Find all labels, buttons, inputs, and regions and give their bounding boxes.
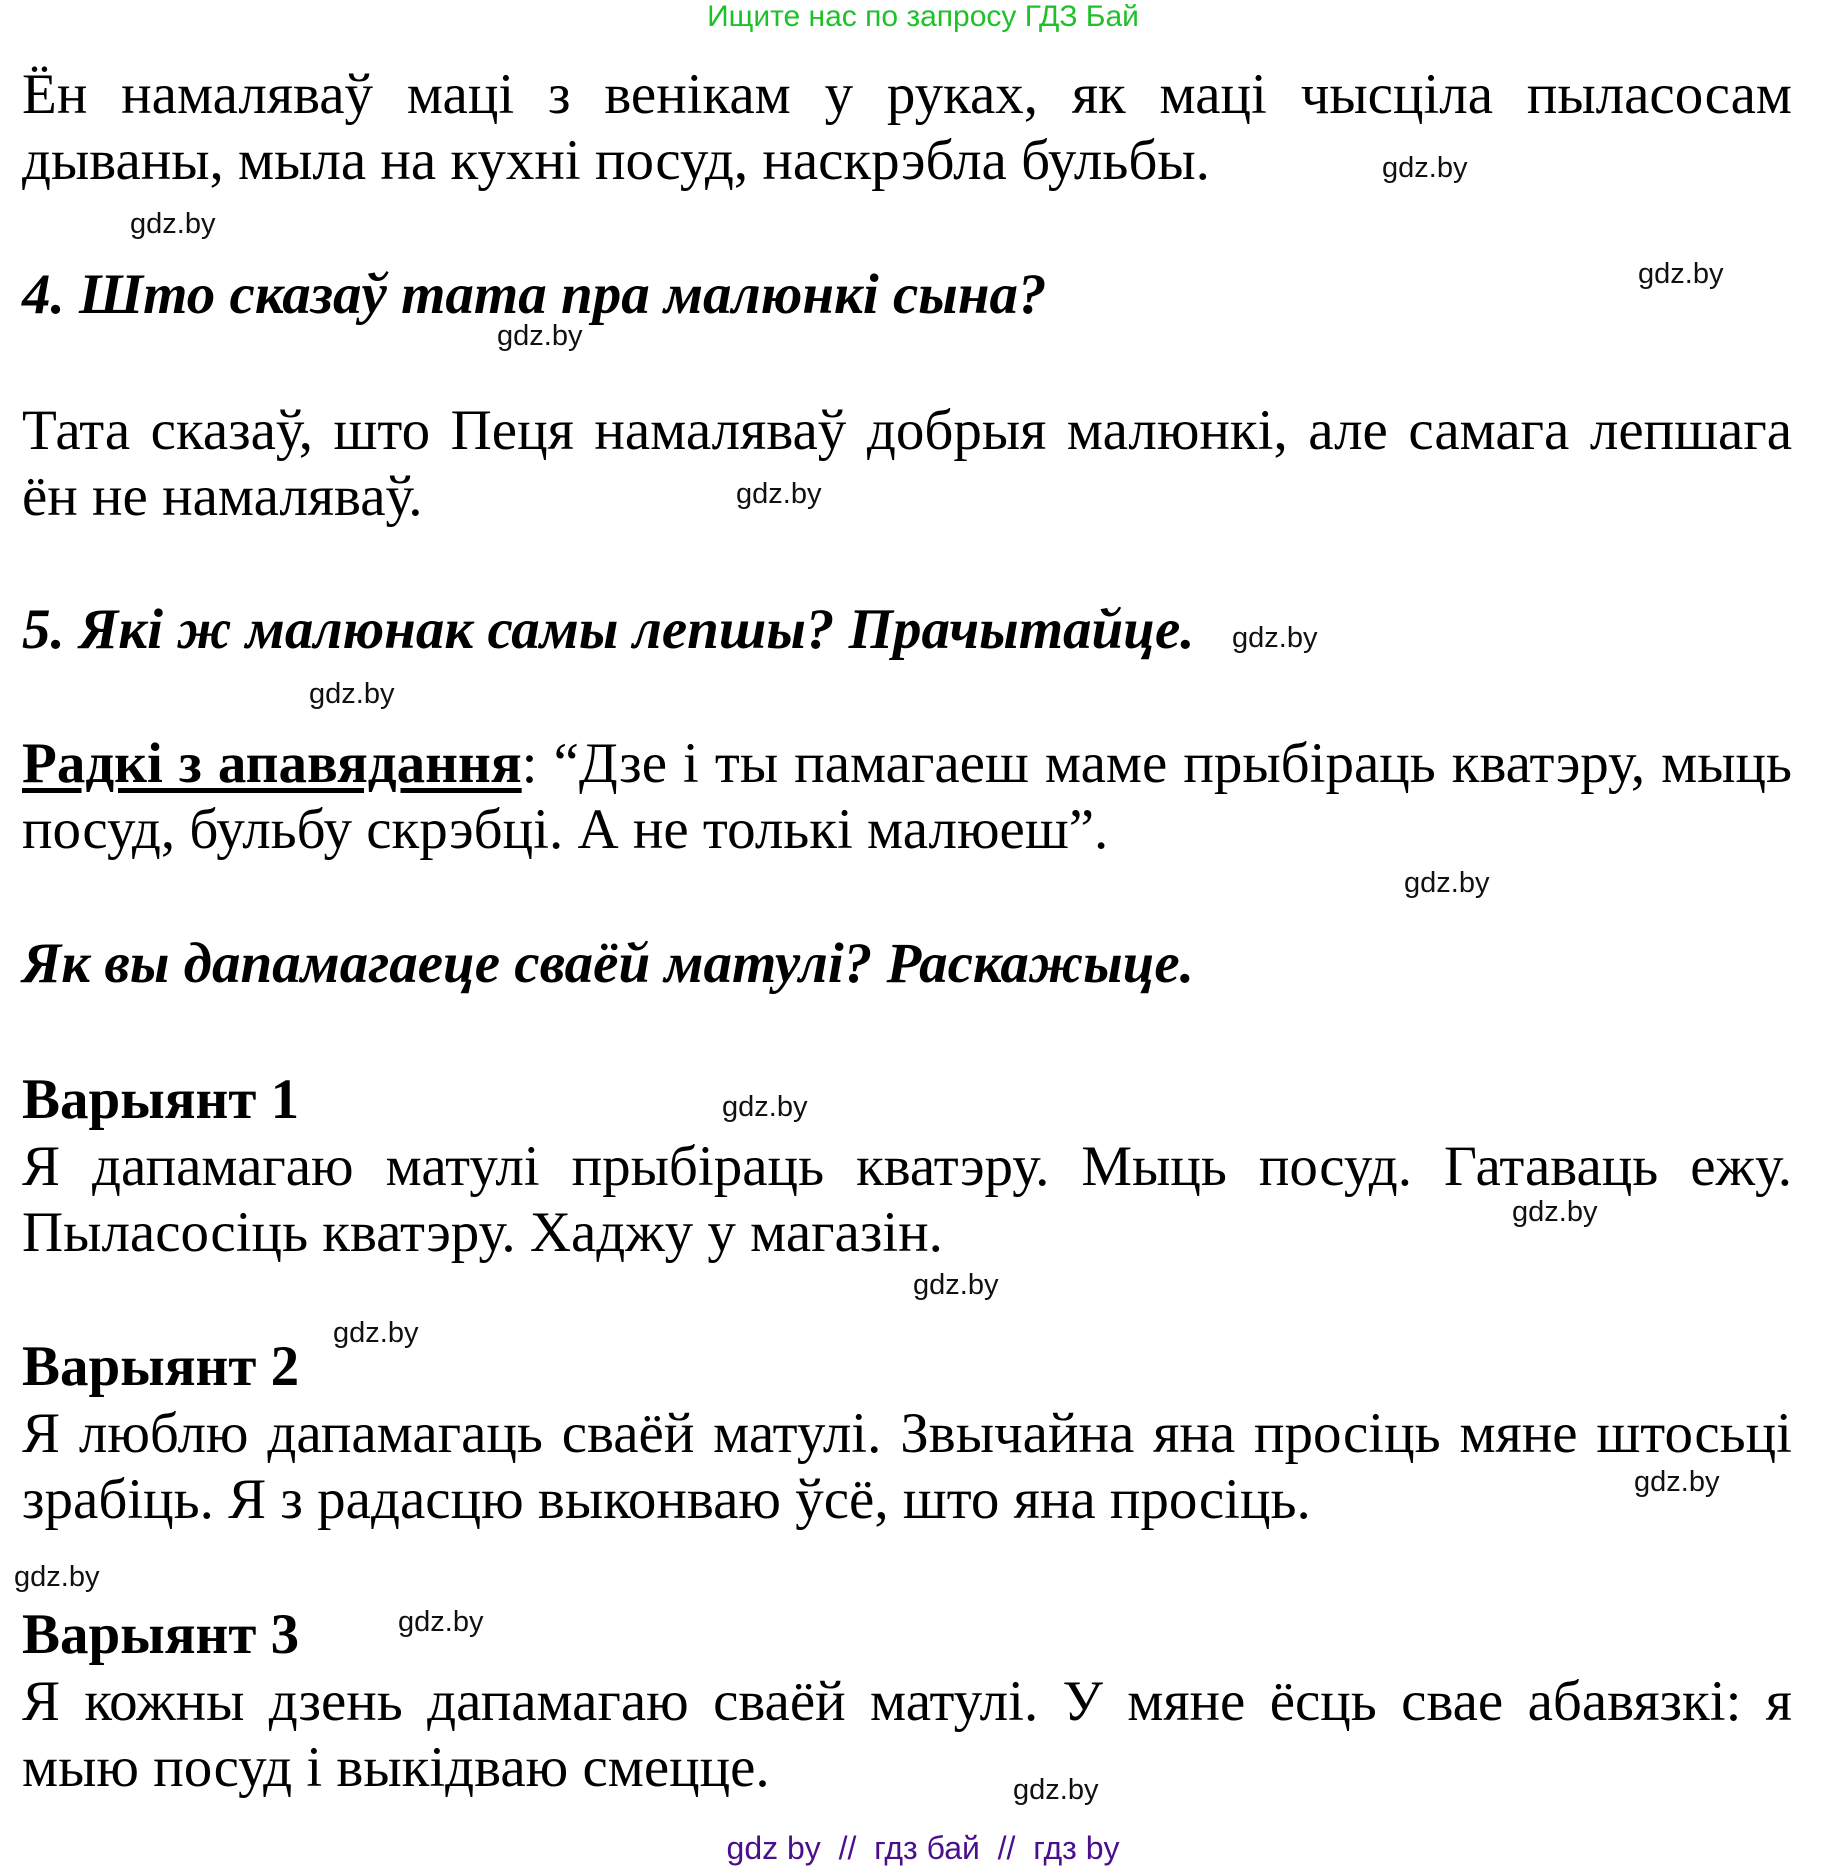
variant-3-title: Варыянт 3	[22, 1603, 300, 1666]
watermark: gdz.by	[1404, 867, 1490, 899]
watermark: gdz.by	[1634, 1466, 1720, 1498]
variant-3-text: Я кожны дзень дапамагаю сваёй матулі. У мяне ёсць свае абавязкі: я мыю посуд і выкідваю смецце.	[22, 1670, 1792, 1799]
intro-paragraph: Ён намаляваў маці з венікам у руках, як маці чысціла пыласосам дываны, мыла на кухні посуд, наскрэбла бульбы.	[22, 63, 1792, 192]
watermark: gdz.by	[1232, 622, 1318, 654]
quote-text: “Дзе і ты памагаеш маме прыбіраць кватэру, мыць посуд, бульбу скрэбці. А не толькі малюеш”.	[22, 732, 1792, 861]
variant-2-text: Я люблю дапамагаць сваёй матулі. Звычайна яна просіць мяне штосьці зрабіць. Я з радасцю выконваю ўсё, што яна просіць.	[22, 1402, 1792, 1531]
variant-1-text: Я дапамагаю матулі прыбіраць кватэру. Мыць посуд. Гатаваць ежу. Пыласосіць кватэру. Хаджу у магазін.	[22, 1135, 1792, 1264]
watermark: gdz.by	[1382, 152, 1468, 184]
variant-2-title: Варыянт 2	[22, 1335, 300, 1398]
question-5-answer	[22, 731, 1792, 863]
question-4-answer: Тата сказаў, што Пеця намаляваў добрыя малюнкі, але самага лепшага ён не намаляваў.	[22, 399, 1792, 528]
footer-links: gdz by // гдз бай // гдз by	[726, 1830, 1120, 1866]
watermark: gdz.by	[398, 1606, 484, 1638]
watermark: gdz.by	[130, 208, 216, 240]
quote-colon: :	[521, 732, 538, 795]
question-4-heading: 4. Што сказаў тата пра малюнкі сына?	[22, 263, 1047, 326]
watermark: gdz.by	[497, 320, 583, 352]
question-5-heading: 5. Які ж малюнак самы лепшы? Прачытайце.	[22, 598, 1195, 661]
variant-1-title: Варыянт 1	[22, 1068, 300, 1131]
watermark: gdz.by	[913, 1269, 999, 1301]
search-hint-banner: Ищите нас по запросу ГДЗ Бай	[707, 0, 1139, 33]
watermark: gdz.by	[1512, 1196, 1598, 1228]
quote-source-label: Радкі з апавядання	[22, 732, 522, 795]
watermark: gdz.by	[14, 1561, 100, 1593]
watermark: gdz.by	[736, 478, 822, 510]
watermark: gdz.by	[1638, 258, 1724, 290]
watermark: gdz.by	[1013, 1774, 1099, 1806]
watermark: gdz.by	[333, 1317, 419, 1349]
watermark: gdz.by	[722, 1091, 808, 1123]
watermark: gdz.by	[309, 678, 395, 710]
question-6-heading: Як вы дапамагаеце сваёй матулі? Раскажыце.	[22, 932, 1194, 995]
